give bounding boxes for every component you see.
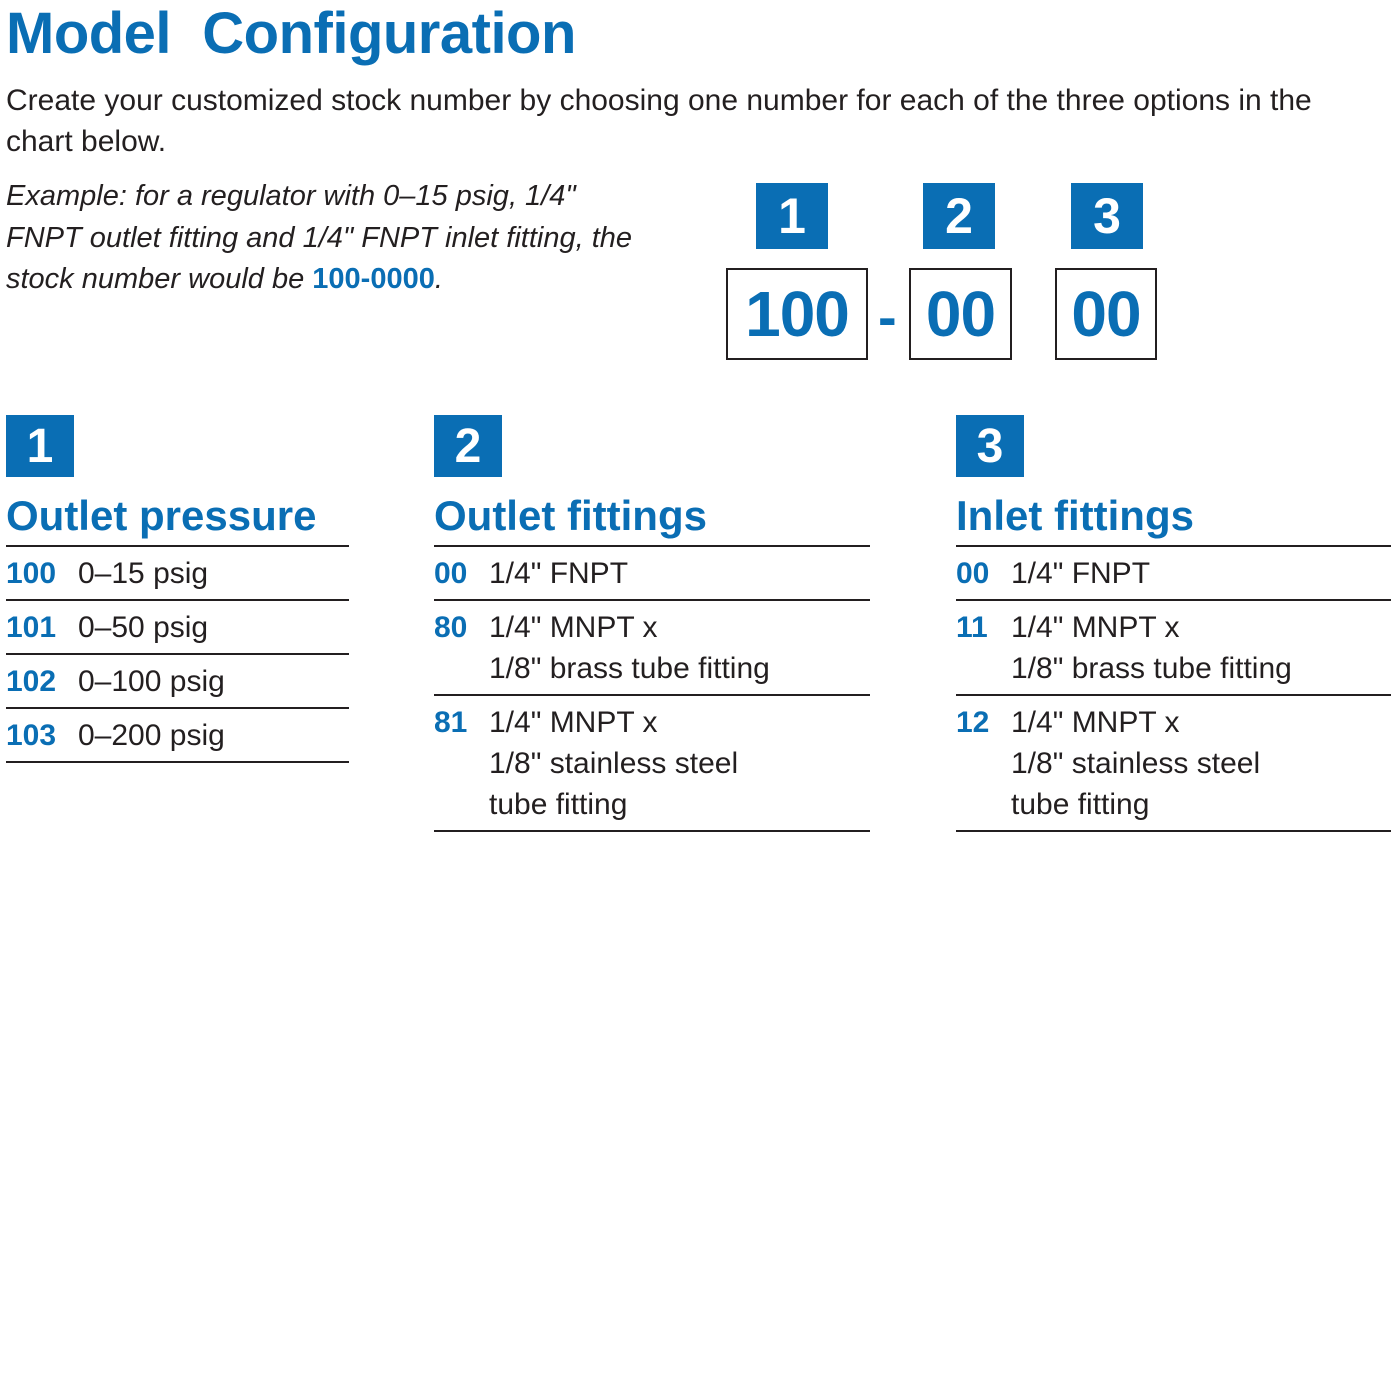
option-row: [434, 601, 870, 696]
diagram-box-outlet: 00: [909, 268, 1012, 360]
example-stock-number: 100-0000: [312, 263, 435, 295]
option-desc: 1/4" MNPT x 1/8" brass tube fitting: [489, 611, 770, 685]
diagram-badge-2: 2: [923, 183, 995, 249]
diagram-badge-3: 3: [1071, 183, 1143, 249]
example-sentence: Example: for a regulator with 0–15 psig, 1/4" FNPT outlet fitting and 1/4" FNPT inlet fitting, the stock number would be: [6, 180, 633, 295]
option-row: [434, 547, 870, 601]
option-code: 101: [6, 611, 57, 644]
option-desc: 1/4" MNPT x 1/8" brass tube fitting: [1011, 611, 1292, 685]
option-desc: 1/4" FNPT: [489, 557, 629, 590]
option-code: 100: [6, 557, 57, 590]
option-code: 00: [956, 557, 990, 590]
page-title: Model Configuration: [6, 1, 576, 66]
intro-text: Create your customized stock number by choosing one number for each of the three options in the chart below.: [6, 84, 1312, 158]
diagram-box-inlet: 00: [1055, 268, 1157, 360]
option-code: 80: [434, 611, 468, 644]
section-outlet-fittings: [434, 490, 870, 832]
option-desc: 0–50 psig: [78, 611, 209, 644]
section-badge-3: 3: [956, 415, 1024, 477]
diagram-box-pressure: 100: [726, 268, 868, 360]
option-code: 00: [434, 557, 468, 590]
section-heading: Outlet fittings: [434, 490, 870, 547]
option-desc: 1/4" MNPT x 1/8" stainless steel tube fitting: [1011, 706, 1261, 821]
section-inlet-fittings: [956, 490, 1391, 832]
example-text: [6, 176, 646, 301]
section-badge-1: 1: [6, 415, 74, 477]
option-code: 103: [6, 719, 57, 752]
option-row: [6, 601, 349, 655]
section-heading: Inlet fittings: [956, 490, 1391, 547]
option-row: [434, 696, 870, 832]
option-row: [956, 601, 1391, 696]
diagram-separator: -: [878, 285, 897, 348]
option-desc: 0–200 psig: [78, 719, 225, 752]
option-desc: 1/4" FNPT: [1011, 557, 1151, 590]
option-code: 102: [6, 665, 57, 698]
option-code: 12: [956, 706, 990, 739]
diagram-badge-1: 1: [756, 183, 828, 249]
option-row: [6, 547, 349, 601]
option-row: [6, 655, 349, 709]
section-outlet-pressure: [6, 490, 349, 763]
option-desc: 0–15 psig: [78, 557, 209, 590]
option-row: [956, 547, 1391, 601]
option-row: [6, 709, 349, 763]
section-heading: Outlet pressure: [6, 490, 349, 547]
option-row: [956, 696, 1391, 832]
example-end: .: [434, 263, 443, 295]
option-desc: 1/4" MNPT x 1/8" stainless steel tube fitting: [489, 706, 739, 821]
option-code: 81: [434, 706, 468, 739]
option-desc: 0–100 psig: [78, 665, 225, 698]
section-badge-2: 2: [434, 415, 502, 477]
option-code: 11: [956, 611, 988, 644]
